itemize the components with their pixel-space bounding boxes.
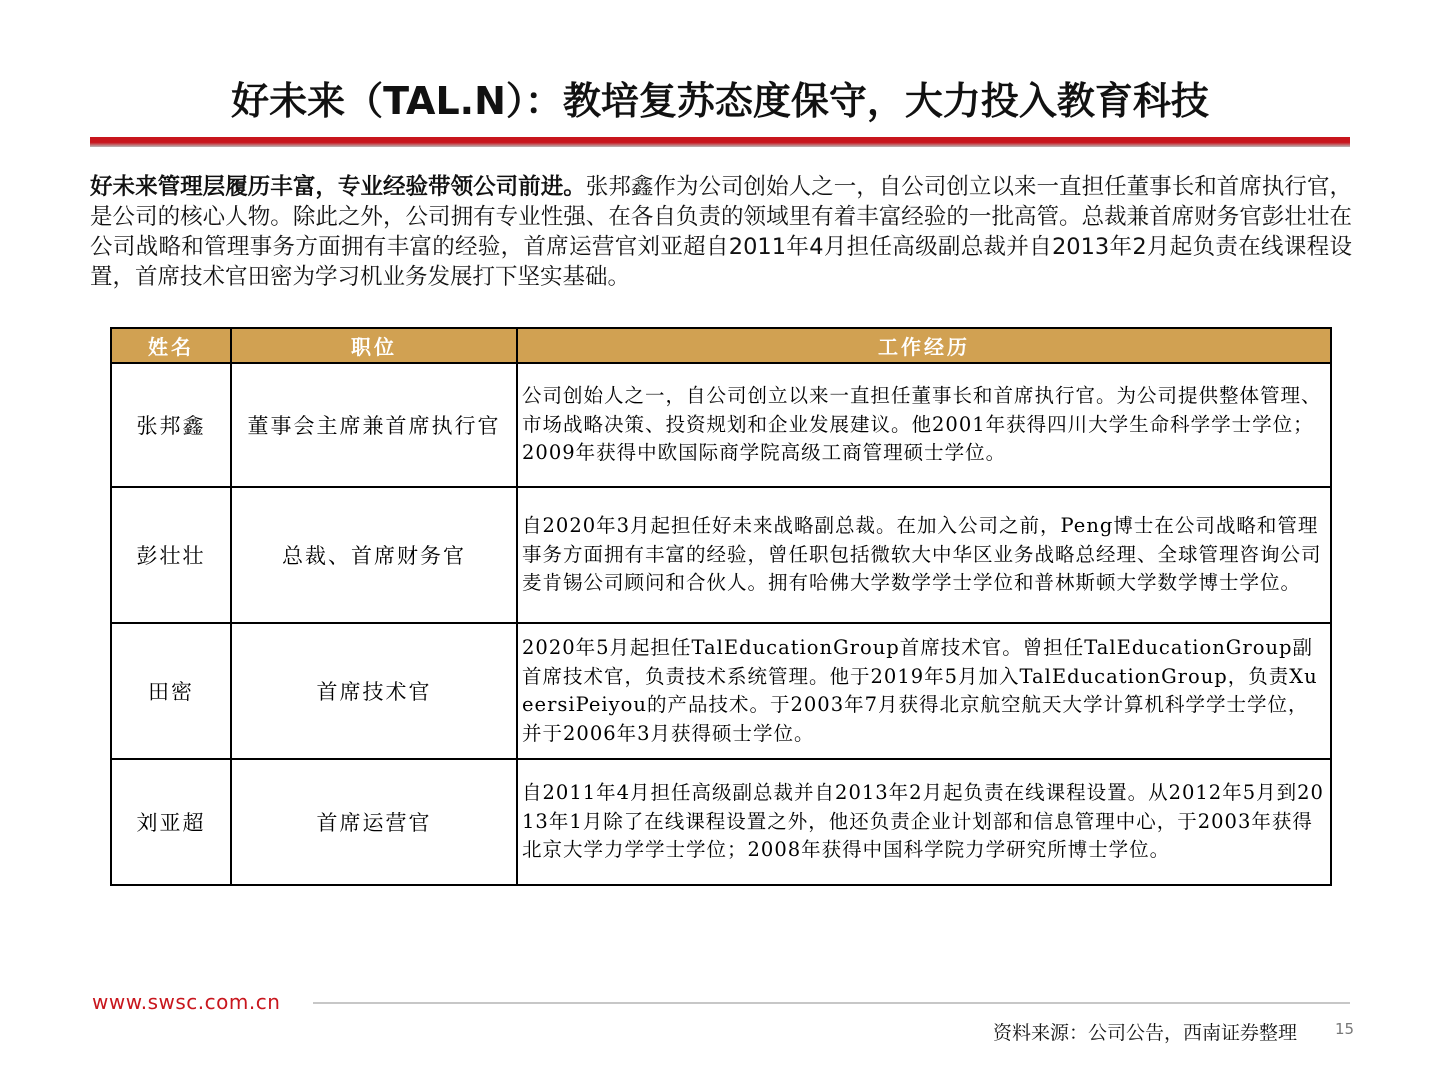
column-header-position: 职位 bbox=[231, 328, 517, 363]
exec-name: 彭壮壮 bbox=[111, 487, 231, 623]
intro-paragraph bbox=[90, 172, 1352, 292]
footer-website: www.swsc.com.cn bbox=[92, 990, 281, 1014]
footer-divider bbox=[313, 1002, 1350, 1004]
intro-lead: 好未来管理层履历丰富，专业经验带领公司前进。 bbox=[90, 174, 586, 200]
exec-position: 总裁、首席财务官 bbox=[231, 487, 517, 623]
page-number: 15 bbox=[1335, 1020, 1355, 1038]
table-row bbox=[111, 363, 1331, 487]
exec-experience: 公司创始人之一，自公司创立以来一直担任董事长和首席执行官。为公司提供整体管理、市场战略决策、投资规划和企业发展建议。他2001年获得四川大学生命科学学士学位；2009年获得中欧国际商学院高级工商管理硕士学位。 bbox=[517, 363, 1331, 487]
table-row bbox=[111, 623, 1331, 759]
title-divider bbox=[90, 137, 1350, 147]
exec-experience: 2020年5月起担任TalEducationGroup首席技术官。曾担任TalEducationGroup副首席技术官，负责技术系统管理。他于2019年5月加入TalEducationGroup，负责XueersiPeiyou的产品技术。于2003年7月获得北京航空航天大学计算机科学学士学位，并于2006年3月获得硕士学位。 bbox=[517, 623, 1331, 759]
table-row bbox=[111, 487, 1331, 623]
column-header-experience: 工作经历 bbox=[517, 328, 1331, 363]
column-header-name: 姓名 bbox=[111, 328, 231, 363]
source-note: 资料来源：公司公告，西南证券整理 bbox=[993, 1022, 1298, 1044]
intro-body: 张邦鑫作为公司创始人之一，自公司创立以来一直担任董事长和首席执行官，是公司的核心人物。除此之外，公司拥有专业性强、在各自负责的领域里有着丰富经验的一批高管。总裁兼首席财务官彭壮壮在公司战略和管理事务方面拥有丰富的经验，首席运营官刘亚超自2011年4月担任高级副总裁并自2013年2月起负责在线课程设置，首席技术官田密为学习机业务发展打下坚实基础。 bbox=[90, 174, 1352, 290]
page-title: 好未来（TAL.N）：教培复苏态度保守，大力投入教育科技 bbox=[231, 79, 1209, 123]
exec-position: 首席技术官 bbox=[231, 623, 517, 759]
exec-position: 董事会主席兼首席执行官 bbox=[231, 363, 517, 487]
executive-table bbox=[110, 327, 1332, 886]
exec-position: 首席运营官 bbox=[231, 759, 517, 885]
exec-experience: 自2020年3月起担任好未来战略副总裁。在加入公司之前，Peng博士在公司战略和管理事务方面拥有丰富的经验，曾任职包括微软大中华区业务战略总经理、全球管理咨询公司麦肯锡公司顾问和合伙人。拥有哈佛大学数学学士学位和普林斯顿大学数学博士学位。 bbox=[517, 487, 1331, 623]
exec-name: 田密 bbox=[111, 623, 231, 759]
exec-name: 刘亚超 bbox=[111, 759, 231, 885]
exec-name: 张邦鑫 bbox=[111, 363, 231, 487]
table-header-row bbox=[111, 328, 1331, 363]
table-row bbox=[111, 759, 1331, 885]
exec-experience: 自2011年4月担任高级副总裁并自2013年2月起负责在线课程设置。从2012年5月到2013年1月除了在线课程设置之外，他还负责企业计划部和信息管理中心，于2003年获得北京大学力学学士学位；2008年获得中国科学院力学研究所博士学位。 bbox=[517, 759, 1331, 885]
